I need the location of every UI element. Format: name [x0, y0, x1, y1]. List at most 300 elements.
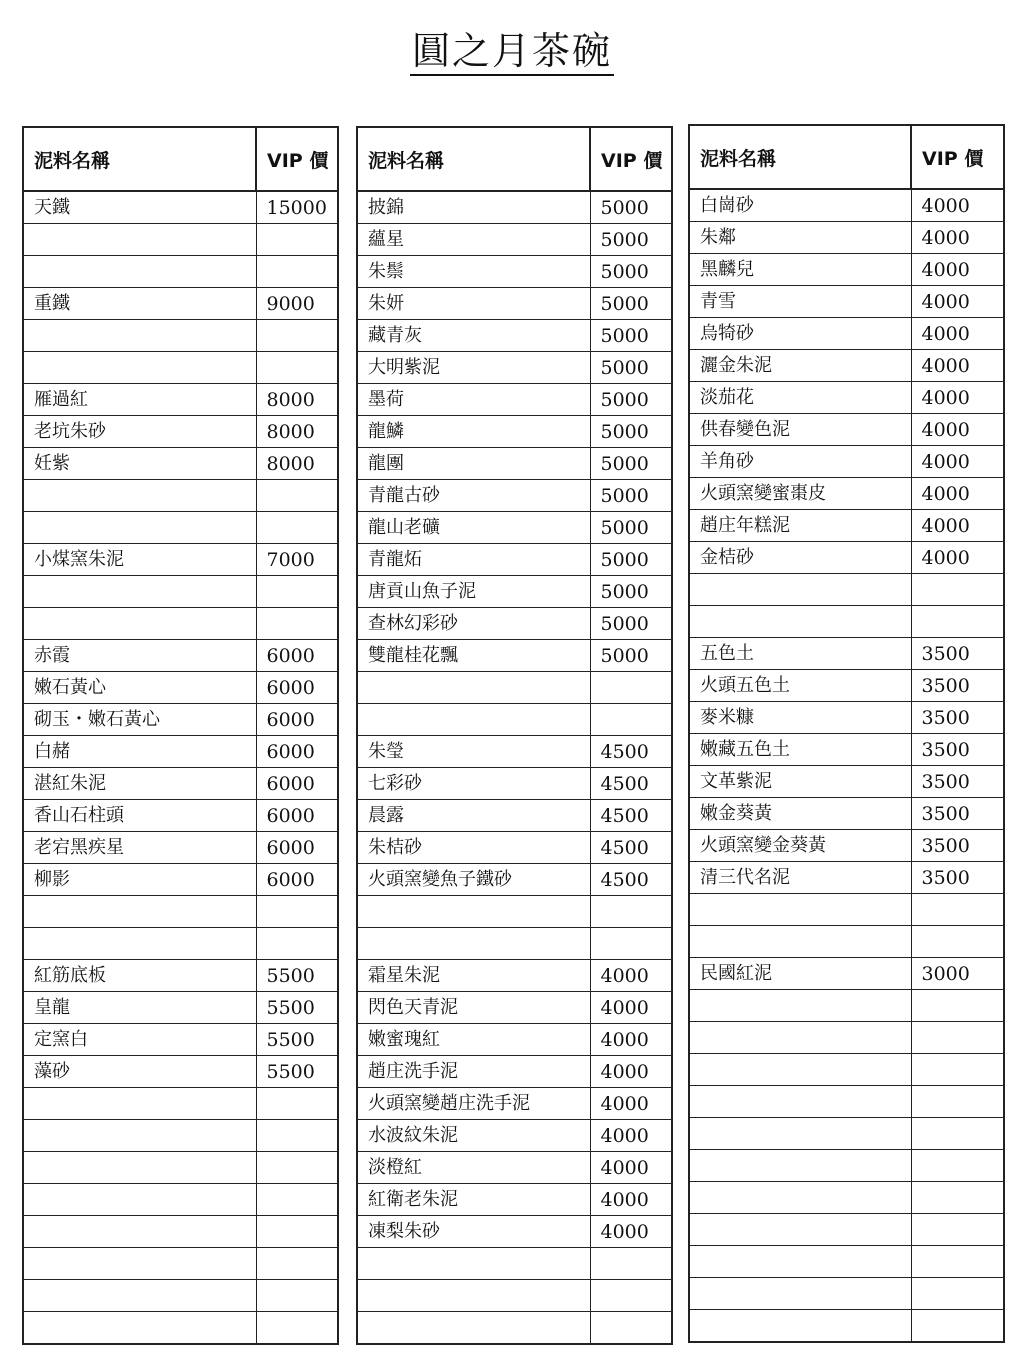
clay-name-cell: 皇龍: [23, 992, 256, 1024]
vip-price-cell: 6000: [256, 864, 338, 896]
clay-name-cell: 朱瑩: [357, 736, 590, 768]
table-row: [23, 992, 338, 1024]
clay-name-cell: 朱妍: [357, 288, 590, 320]
table-row: [689, 894, 1004, 926]
table-row: [357, 768, 672, 800]
table-row: [689, 1054, 1004, 1086]
clay-name-cell: 龍鱗: [357, 416, 590, 448]
clay-name-cell: [689, 1086, 911, 1118]
clay-name-cell: [689, 1182, 911, 1214]
clay-name-cell: 霜星朱泥: [357, 960, 590, 992]
clay-name-cell: 清三代名泥: [689, 862, 911, 894]
vip-price-cell: [911, 1086, 1004, 1118]
table-row: [357, 640, 672, 672]
table-row: [689, 670, 1004, 702]
vip-price-cell: 4000: [911, 318, 1004, 350]
clay-name-cell: 七彩砂: [357, 768, 590, 800]
table-row: [689, 606, 1004, 638]
table-row: [689, 510, 1004, 542]
table-row: [357, 384, 672, 416]
table-row: [689, 1246, 1004, 1278]
vip-price-cell: 6000: [256, 672, 338, 704]
table-row: [689, 734, 1004, 766]
table-row: [23, 1312, 338, 1345]
vip-price-cell: 5500: [256, 1056, 338, 1088]
table-row: [23, 1120, 338, 1152]
clay-name-cell: 砌玉・嫩石黃心: [23, 704, 256, 736]
vip-price-cell: 5000: [590, 191, 672, 224]
clay-name-cell: 老坑朱砂: [23, 416, 256, 448]
vip-price-cell: 4500: [590, 736, 672, 768]
clay-name-cell: 灑金朱泥: [689, 350, 911, 382]
table-row: [357, 928, 672, 960]
table-row: [23, 384, 338, 416]
table-row: [689, 254, 1004, 286]
table-row: [689, 1182, 1004, 1214]
table-row: [23, 191, 338, 224]
vip-price-cell: 4500: [590, 800, 672, 832]
vip-price-cell: 5000: [590, 512, 672, 544]
header-vip-price: VIP 價: [911, 125, 1004, 189]
vip-price-cell: 5000: [590, 608, 672, 640]
clay-name-cell: 水波紋朱泥: [357, 1120, 590, 1152]
vip-price-cell: [256, 576, 338, 608]
clay-name-cell: 晨露: [357, 800, 590, 832]
clay-name-cell: 朱鄰: [689, 222, 911, 254]
table-row: [689, 1118, 1004, 1150]
header-vip-price: VIP 價: [590, 127, 672, 191]
clay-name-cell: [357, 1248, 590, 1280]
clay-name-cell: 藻砂: [23, 1056, 256, 1088]
vip-price-cell: [911, 1150, 1004, 1182]
clay-name-cell: 閃色天青泥: [357, 992, 590, 1024]
vip-price-cell: [911, 1022, 1004, 1054]
table-row: [23, 480, 338, 512]
clay-name-cell: 金桔砂: [689, 542, 911, 574]
clay-name-cell: [689, 1246, 911, 1278]
table-row: [23, 672, 338, 704]
clay-name-cell: [689, 1022, 911, 1054]
table-row: [23, 1184, 338, 1216]
vip-price-cell: [256, 1120, 338, 1152]
clay-name-cell: [23, 512, 256, 544]
vip-price-cell: [911, 1182, 1004, 1214]
clay-name-cell: 雙龍桂花飄: [357, 640, 590, 672]
table-row: [23, 416, 338, 448]
vip-price-cell: 5000: [590, 448, 672, 480]
clay-name-cell: 湛紅朱泥: [23, 768, 256, 800]
clay-name-cell: [357, 896, 590, 928]
vip-price-cell: 4000: [911, 350, 1004, 382]
table-row: [357, 1024, 672, 1056]
clay-name-cell: [689, 894, 911, 926]
table-row: [689, 702, 1004, 734]
clay-name-cell: 龍山老礦: [357, 512, 590, 544]
table-row: [689, 926, 1004, 958]
vip-price-cell: 4000: [911, 254, 1004, 286]
vip-price-cell: 4000: [590, 1056, 672, 1088]
table-row: [357, 576, 672, 608]
clay-name-cell: [689, 574, 911, 606]
clay-name-cell: [23, 1216, 256, 1248]
clay-name-cell: 火頭窯變金葵黃: [689, 830, 911, 862]
clay-name-cell: [689, 1054, 911, 1086]
clay-name-cell: 趙庄洗手泥: [357, 1056, 590, 1088]
clay-name-cell: [689, 1118, 911, 1150]
table-row: [23, 1248, 338, 1280]
table-row: [689, 1022, 1004, 1054]
clay-name-cell: 香山石柱頭: [23, 800, 256, 832]
vip-price-cell: 8000: [256, 384, 338, 416]
vip-price-cell: [590, 1248, 672, 1280]
vip-price-cell: [256, 320, 338, 352]
table-row: [689, 574, 1004, 606]
vip-price-cell: [256, 352, 338, 384]
vip-price-cell: [256, 256, 338, 288]
clay-name-cell: 凍梨朱砂: [357, 1216, 590, 1248]
clay-name-cell: 青龍炻: [357, 544, 590, 576]
table-row: [689, 862, 1004, 894]
table-row: [23, 736, 338, 768]
table-row: [23, 320, 338, 352]
vip-price-cell: 6000: [256, 768, 338, 800]
clay-name-cell: [23, 1152, 256, 1184]
vip-price-cell: 4000: [911, 542, 1004, 574]
vip-price-cell: 5000: [590, 640, 672, 672]
vip-price-cell: [256, 896, 338, 928]
vip-price-cell: 5000: [590, 416, 672, 448]
table-row: [357, 320, 672, 352]
vip-price-cell: 4500: [590, 768, 672, 800]
vip-price-cell: 3500: [911, 638, 1004, 670]
table-row: [357, 608, 672, 640]
vip-price-cell: 3500: [911, 830, 1004, 862]
table-row: [357, 448, 672, 480]
table-row: [689, 1278, 1004, 1310]
table-row: [689, 958, 1004, 990]
vip-price-cell: 3500: [911, 702, 1004, 734]
table-row: [23, 960, 338, 992]
vip-price-cell: 4000: [911, 478, 1004, 510]
vip-price-cell: 7000: [256, 544, 338, 576]
vip-price-cell: [590, 1312, 672, 1345]
vip-price-cell: 4000: [911, 286, 1004, 318]
vip-price-cell: 5000: [590, 288, 672, 320]
vip-price-cell: 3500: [911, 670, 1004, 702]
clay-name-cell: 黑麟兒: [689, 254, 911, 286]
vip-price-cell: 5000: [590, 224, 672, 256]
vip-price-cell: [590, 896, 672, 928]
table-row: [357, 416, 672, 448]
page-title-text: 圓之月茶碗: [410, 29, 614, 76]
table-row: [357, 960, 672, 992]
clay-name-cell: 墨荷: [357, 384, 590, 416]
table-row: [357, 832, 672, 864]
vip-price-cell: [256, 1184, 338, 1216]
header-clay-name: 泥料名稱: [23, 127, 256, 191]
vip-price-cell: 4000: [911, 446, 1004, 478]
table-row: [357, 992, 672, 1024]
vip-price-cell: 4000: [911, 510, 1004, 542]
table-row: [23, 608, 338, 640]
vip-price-cell: [256, 1312, 338, 1345]
vip-price-cell: 4000: [590, 1152, 672, 1184]
vip-price-cell: 5000: [590, 384, 672, 416]
table-row: [357, 191, 672, 224]
vip-price-cell: [911, 606, 1004, 638]
clay-name-cell: 嫩蜜瑰紅: [357, 1024, 590, 1056]
vip-price-cell: 4000: [911, 222, 1004, 254]
table-row: [689, 990, 1004, 1022]
vip-price-cell: 5000: [590, 576, 672, 608]
vip-price-cell: 4000: [590, 1216, 672, 1248]
table-row: [23, 768, 338, 800]
vip-price-cell: [256, 1248, 338, 1280]
vip-price-cell: 5000: [590, 256, 672, 288]
vip-price-cell: [256, 512, 338, 544]
table-row: [23, 1280, 338, 1312]
clay-name-cell: 火頭五色土: [689, 670, 911, 702]
vip-price-cell: [256, 1152, 338, 1184]
clay-name-cell: 朱桔砂: [357, 832, 590, 864]
clay-name-cell: [23, 1088, 256, 1120]
table-row: [23, 896, 338, 928]
table-row: [357, 1312, 672, 1345]
clay-name-cell: [23, 576, 256, 608]
clay-name-cell: [23, 224, 256, 256]
table-row: [23, 1056, 338, 1088]
vip-price-cell: 3500: [911, 766, 1004, 798]
clay-name-cell: 龍團: [357, 448, 590, 480]
clay-name-cell: 唐貢山魚子泥: [357, 576, 590, 608]
table-row: [357, 352, 672, 384]
vip-price-cell: 5000: [590, 480, 672, 512]
header-vip-price: VIP 價: [256, 127, 338, 191]
clay-name-cell: 蘊星: [357, 224, 590, 256]
table-row: [23, 864, 338, 896]
clay-name-cell: [23, 320, 256, 352]
table-row: [357, 672, 672, 704]
vip-price-cell: 6000: [256, 736, 338, 768]
clay-name-cell: [689, 926, 911, 958]
vip-price-cell: [256, 480, 338, 512]
table-row: [357, 1280, 672, 1312]
table-row: [23, 1024, 338, 1056]
clay-name-cell: [357, 704, 590, 736]
vip-price-cell: 5000: [590, 352, 672, 384]
vip-price-cell: 3500: [911, 798, 1004, 830]
clay-name-cell: [23, 256, 256, 288]
clay-name-cell: 藏青灰: [357, 320, 590, 352]
clay-name-cell: 火頭窯變魚子鐵砂: [357, 864, 590, 896]
clay-name-cell: 披錦: [357, 191, 590, 224]
clay-name-cell: [23, 352, 256, 384]
clay-name-cell: [23, 1312, 256, 1345]
table-row: [23, 448, 338, 480]
vip-price-cell: 5500: [256, 1024, 338, 1056]
header-clay-name: 泥料名稱: [689, 125, 911, 189]
table-row: [357, 864, 672, 896]
clay-name-cell: [357, 1312, 590, 1345]
table-row: [357, 480, 672, 512]
clay-name-cell: [23, 608, 256, 640]
price-table-3: [688, 124, 1005, 1343]
table-row: [689, 382, 1004, 414]
vip-price-cell: [590, 928, 672, 960]
vip-price-cell: 4000: [590, 1184, 672, 1216]
clay-name-cell: [23, 1280, 256, 1312]
vip-price-cell: 4000: [911, 189, 1004, 222]
vip-price-cell: [911, 1118, 1004, 1150]
table-row: [689, 1150, 1004, 1182]
clay-name-cell: 麥米糠: [689, 702, 911, 734]
table-row: [23, 640, 338, 672]
clay-name-cell: 雁過紅: [23, 384, 256, 416]
table-row: [23, 352, 338, 384]
table-row: [357, 1056, 672, 1088]
vip-price-cell: 6000: [256, 832, 338, 864]
clay-name-cell: 白赭: [23, 736, 256, 768]
clay-name-cell: 大明紫泥: [357, 352, 590, 384]
price-table-2: [356, 126, 673, 1345]
clay-name-cell: [689, 1310, 911, 1343]
vip-price-cell: [911, 990, 1004, 1022]
table-row: [357, 512, 672, 544]
table-row: [23, 224, 338, 256]
table-header-row: [23, 127, 338, 191]
vip-price-cell: [911, 1310, 1004, 1343]
table-row: [357, 896, 672, 928]
table-row: [689, 798, 1004, 830]
vip-price-cell: [256, 224, 338, 256]
table-row: [357, 1248, 672, 1280]
table-row: [357, 1184, 672, 1216]
table-row: [23, 1216, 338, 1248]
table-row: [689, 1310, 1004, 1343]
table-row: [357, 1216, 672, 1248]
clay-name-cell: [23, 928, 256, 960]
table-row: [23, 800, 338, 832]
table-row: [357, 1152, 672, 1184]
clay-name-cell: 五色土: [689, 638, 911, 670]
clay-name-cell: [689, 1150, 911, 1182]
clay-name-cell: 定窯白: [23, 1024, 256, 1056]
clay-name-cell: 淡橙紅: [357, 1152, 590, 1184]
clay-name-cell: [357, 672, 590, 704]
clay-name-cell: 赤霞: [23, 640, 256, 672]
clay-name-cell: [23, 480, 256, 512]
clay-name-cell: [357, 928, 590, 960]
vip-price-cell: [911, 574, 1004, 606]
clay-name-cell: 青龍古砂: [357, 480, 590, 512]
clay-name-cell: 供春變色泥: [689, 414, 911, 446]
vip-price-cell: [256, 928, 338, 960]
clay-name-cell: [23, 896, 256, 928]
vip-price-cell: 4000: [911, 414, 1004, 446]
clay-name-cell: 重鐵: [23, 288, 256, 320]
clay-name-cell: 天鐵: [23, 191, 256, 224]
table-row: [689, 830, 1004, 862]
clay-name-cell: 青雪: [689, 286, 911, 318]
vip-price-cell: 5000: [590, 320, 672, 352]
vip-price-cell: [256, 608, 338, 640]
clay-name-cell: [357, 1280, 590, 1312]
vip-price-cell: 5500: [256, 992, 338, 1024]
vip-price-cell: [590, 672, 672, 704]
clay-name-cell: 淡茄花: [689, 382, 911, 414]
clay-name-cell: 妊紫: [23, 448, 256, 480]
clay-name-cell: [689, 1214, 911, 1246]
clay-name-cell: 火頭窯變蜜棗皮: [689, 478, 911, 510]
clay-name-cell: 民國紅泥: [689, 958, 911, 990]
table-row: [357, 224, 672, 256]
clay-name-cell: 趙庄年糕泥: [689, 510, 911, 542]
table-row: [23, 832, 338, 864]
vip-price-cell: 5500: [256, 960, 338, 992]
table-row: [357, 1088, 672, 1120]
table-row: [23, 256, 338, 288]
clay-name-cell: 柳影: [23, 864, 256, 896]
table-row: [689, 478, 1004, 510]
table-row: [689, 766, 1004, 798]
clay-name-cell: [23, 1248, 256, 1280]
table-row: [357, 1120, 672, 1152]
clay-name-cell: 查林幻彩砂: [357, 608, 590, 640]
table-header-row: [357, 127, 672, 191]
clay-name-cell: 老宕黑疾星: [23, 832, 256, 864]
vip-price-cell: 9000: [256, 288, 338, 320]
table-row: [23, 1152, 338, 1184]
table-row: [689, 318, 1004, 350]
vip-price-cell: [590, 1280, 672, 1312]
vip-price-cell: [256, 1088, 338, 1120]
vip-price-cell: 3500: [911, 734, 1004, 766]
clay-name-cell: 烏犄砂: [689, 318, 911, 350]
vip-price-cell: 8000: [256, 416, 338, 448]
table-row: [357, 800, 672, 832]
clay-name-cell: 嫩金葵黃: [689, 798, 911, 830]
table-row: [689, 222, 1004, 254]
vip-price-cell: [911, 1278, 1004, 1310]
vip-price-cell: [911, 1214, 1004, 1246]
vip-price-cell: 3000: [911, 958, 1004, 990]
table-row: [23, 704, 338, 736]
header-clay-name: 泥料名稱: [357, 127, 590, 191]
clay-name-cell: [689, 1278, 911, 1310]
table-row: [689, 414, 1004, 446]
table-row: [689, 350, 1004, 382]
table-row: [689, 542, 1004, 574]
clay-name-cell: 紅衛老朱泥: [357, 1184, 590, 1216]
clay-name-cell: 嫩藏五色土: [689, 734, 911, 766]
table-row: [689, 286, 1004, 318]
clay-name-cell: [23, 1184, 256, 1216]
vip-price-cell: 4000: [590, 992, 672, 1024]
table-row: [23, 928, 338, 960]
clay-name-cell: 小煤窯朱泥: [23, 544, 256, 576]
vip-price-cell: 4000: [590, 1120, 672, 1152]
vip-price-cell: 6000: [256, 800, 338, 832]
clay-name-cell: 白崗砂: [689, 189, 911, 222]
price-table-1: [22, 126, 339, 1345]
table-row: [689, 1214, 1004, 1246]
vip-price-cell: [911, 1246, 1004, 1278]
vip-price-cell: 4000: [590, 1024, 672, 1056]
vip-price-cell: [911, 894, 1004, 926]
vip-price-cell: [911, 926, 1004, 958]
vip-price-cell: [590, 704, 672, 736]
clay-name-cell: 火頭窯變趙庄洗手泥: [357, 1088, 590, 1120]
